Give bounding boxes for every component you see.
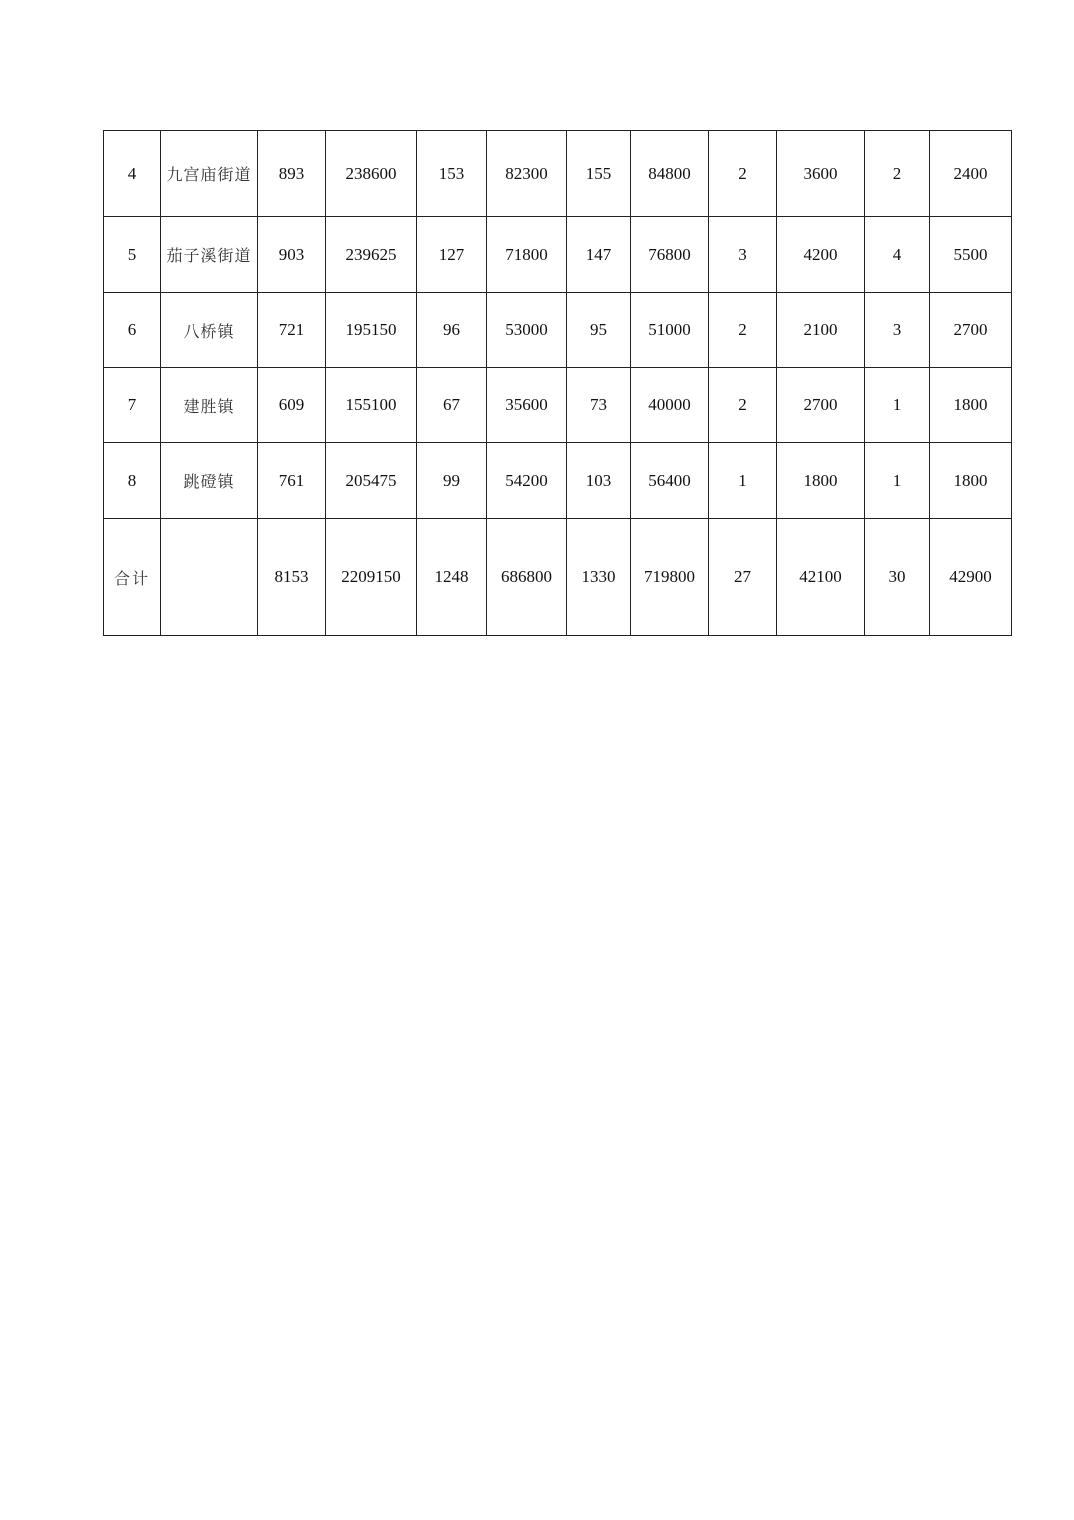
- table-cell: 84800: [631, 131, 709, 217]
- table-cell: 3: [865, 293, 930, 368]
- table-cell: 4: [865, 217, 930, 293]
- row-number: 8: [104, 443, 161, 519]
- table-cell: 721: [258, 293, 326, 368]
- table-cell: 1: [865, 443, 930, 519]
- table-cell: 96: [417, 293, 487, 368]
- table-cell: 103: [567, 443, 631, 519]
- table-row: [104, 217, 1012, 293]
- table-cell: 2: [865, 131, 930, 217]
- table-cell: 2: [709, 293, 777, 368]
- district-name: 八桥镇: [161, 293, 258, 368]
- table-cell: 56400: [631, 443, 709, 519]
- table-cell: 76800: [631, 217, 709, 293]
- total-row: [104, 519, 1012, 636]
- total-cell: 8153: [258, 519, 326, 636]
- row-number: 7: [104, 368, 161, 443]
- table-cell: 1800: [930, 368, 1012, 443]
- table-cell: 147: [567, 217, 631, 293]
- district-name: 跳磴镇: [161, 443, 258, 519]
- table-cell: 2700: [777, 368, 865, 443]
- district-name: 茄子溪街道: [161, 217, 258, 293]
- table-cell: 5500: [930, 217, 1012, 293]
- total-name-cell: [161, 519, 258, 636]
- table-cell: 1: [709, 443, 777, 519]
- total-cell: 1330: [567, 519, 631, 636]
- table-cell: 238600: [326, 131, 417, 217]
- table-cell: 73: [567, 368, 631, 443]
- table-cell: 239625: [326, 217, 417, 293]
- table-row: [104, 368, 1012, 443]
- table-cell: 893: [258, 131, 326, 217]
- table-cell: 4200: [777, 217, 865, 293]
- table-cell: 67: [417, 368, 487, 443]
- row-number: 6: [104, 293, 161, 368]
- table-cell: 2400: [930, 131, 1012, 217]
- table-cell: 1800: [930, 443, 1012, 519]
- row-number: 4: [104, 131, 161, 217]
- table-cell: 71800: [487, 217, 567, 293]
- table-cell: 1: [865, 368, 930, 443]
- total-cell: 2209150: [326, 519, 417, 636]
- table-cell: 53000: [487, 293, 567, 368]
- total-cell: 30: [865, 519, 930, 636]
- table-row: [104, 293, 1012, 368]
- total-cell: 42900: [930, 519, 1012, 636]
- table-cell: 2700: [930, 293, 1012, 368]
- table-cell: 155100: [326, 368, 417, 443]
- total-cell: 1248: [417, 519, 487, 636]
- table-cell: 127: [417, 217, 487, 293]
- table-cell: 40000: [631, 368, 709, 443]
- table-cell: 51000: [631, 293, 709, 368]
- table-cell: 2100: [777, 293, 865, 368]
- table-cell: 3: [709, 217, 777, 293]
- table-cell: 761: [258, 443, 326, 519]
- table-cell: 609: [258, 368, 326, 443]
- total-cell: 719800: [631, 519, 709, 636]
- total-cell: 686800: [487, 519, 567, 636]
- district-name: 建胜镇: [161, 368, 258, 443]
- table-cell: 205475: [326, 443, 417, 519]
- table-cell: 2: [709, 131, 777, 217]
- district-name: 九宫庙街道: [161, 131, 258, 217]
- table-cell: 99: [417, 443, 487, 519]
- total-cell: 27: [709, 519, 777, 636]
- total-label: 合计: [104, 519, 161, 636]
- table-cell: 3600: [777, 131, 865, 217]
- table-cell: 35600: [487, 368, 567, 443]
- table-cell: 153: [417, 131, 487, 217]
- table-cell: 2: [709, 368, 777, 443]
- table-cell: 155: [567, 131, 631, 217]
- table-cell: 903: [258, 217, 326, 293]
- table-cell: 95: [567, 293, 631, 368]
- table-cell: 54200: [487, 443, 567, 519]
- row-number: 5: [104, 217, 161, 293]
- statistics-table: [103, 130, 1012, 636]
- table-cell: 1800: [777, 443, 865, 519]
- table-cell: 82300: [487, 131, 567, 217]
- total-cell: 42100: [777, 519, 865, 636]
- table-cell: 195150: [326, 293, 417, 368]
- table-row: [104, 131, 1012, 217]
- table-row: [104, 443, 1012, 519]
